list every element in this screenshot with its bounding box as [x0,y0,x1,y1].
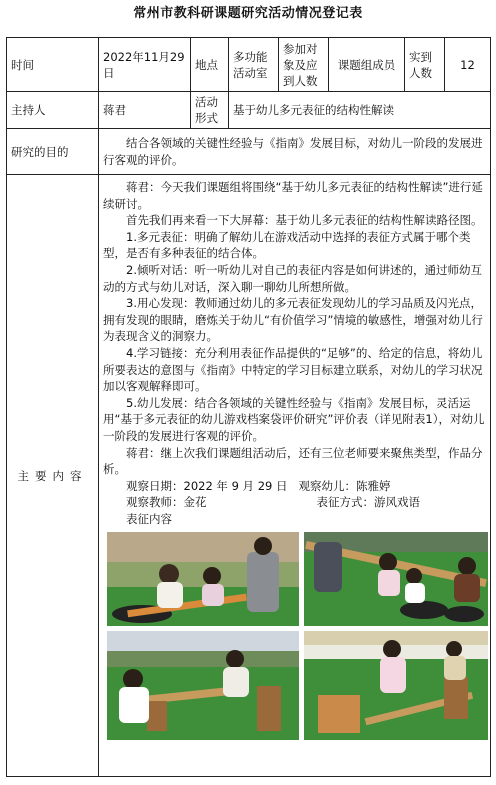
attend-label: 参加对象及应到人数 [279,38,329,92]
host-value: 蒋君 [99,92,191,129]
form-label: 活动形式 [191,92,229,129]
photo-grid [107,532,486,740]
activity-photo [107,532,299,626]
main-paragraph: 蒋君：今天我们课题组将围绕“基于幼儿多元表征的结构性解读”进行延续研讨。 [103,180,483,211]
main-paragraph: 4.学习链接：充分利用表征作品提供的“足够”的、给定的信息，将幼儿所要表达的意图与《指南》中特定的学习目标建立联系，对幼儿的学习状况加以客观解释即可。 [103,345,483,394]
main-paragraph: 2.倾听对话：听一听幼儿对自己的表征内容是如何讲述的，通过师幼互动的方式与幼儿对话，深入聊一聊幼儿所想所做。 [103,262,482,294]
row-host [7,92,491,129]
rep-mode-label: 表征方式： [316,495,374,510]
obs-child-value: 陈雅婷 [355,478,391,493]
record-table [6,37,491,777]
row-time [7,38,491,92]
main-content [99,175,491,777]
purpose-cell [99,129,491,175]
main-paragraph: 1.多元表征：明确了解幼儿在游戏活动中选择的表征方式属于哪个类型，是否有多种表征的结合体。 [103,229,471,261]
rep-content-label: 表征内容 [126,511,172,526]
obs-date-label: 观察日期： [126,478,184,493]
rep-mode-value: 游风戏语 [374,495,420,510]
form-value: 基于幼儿多元表征的结构性解读 [229,92,491,129]
main-paragraph: 5.幼儿发展：结合各领域的关键性经验与《指南》发展目标，灵活运用“基于多元表征的幼儿游戏档案袋评价研究”评价表（详见附表1），对幼儿一阶段的发展进行客观的评价。 [103,395,485,443]
row-purpose [7,129,491,175]
time-value: 2022年11月29日 [99,38,191,92]
activity-photo [107,631,299,740]
obs-teacher-label: 观察教师： [126,495,184,510]
host-label: 主持人 [7,92,99,129]
obs-child-label: 观察幼儿： [298,478,356,493]
time-label: 时间 [7,38,99,92]
main-paragraph: 蒋君：继上次我们课题组活动后，还有三位老师要来聚焦类型，作品分析。 [103,445,483,477]
obs-teacher-value: 金花 [183,495,207,510]
attend-value: 课题组成员 [329,38,405,92]
row-main [7,175,491,777]
observation-line-1 [103,478,486,495]
obs-date-value: 2022 年 9 月 29 日 [183,478,288,493]
observation-line-2 [103,494,486,511]
purpose-text: 结合各领域的关键性经验与《指南》发展目标，对幼儿一阶段的发展进行客观的评价。 [103,135,483,167]
actual-label: 实到人数 [405,38,445,92]
actual-value: 12 [445,38,491,92]
main-label: 主要内容 [7,175,99,777]
purpose-label: 研究的目的 [7,129,99,175]
place-value: 多功能活动室 [229,38,279,92]
activity-photo [304,532,488,626]
place-label: 地点 [191,38,229,92]
main-paragraph: 首先我们再来看一下大屏幕：基于幼儿多元表征的结构性解读路径图。 [126,213,483,228]
activity-photo [304,631,488,740]
main-paragraph: 3.用心发现：教师通过幼儿的多元表征发现幼儿的学习品质及闪光点，拥有发现的眼睛，磨炼关于幼儿“有价值学习”情境的敏感性，增强对幼儿行为表现含义的洞察力。 [103,296,483,344]
form-title: 常州市教科研课题研究活动情况登记表 [133,6,363,21]
